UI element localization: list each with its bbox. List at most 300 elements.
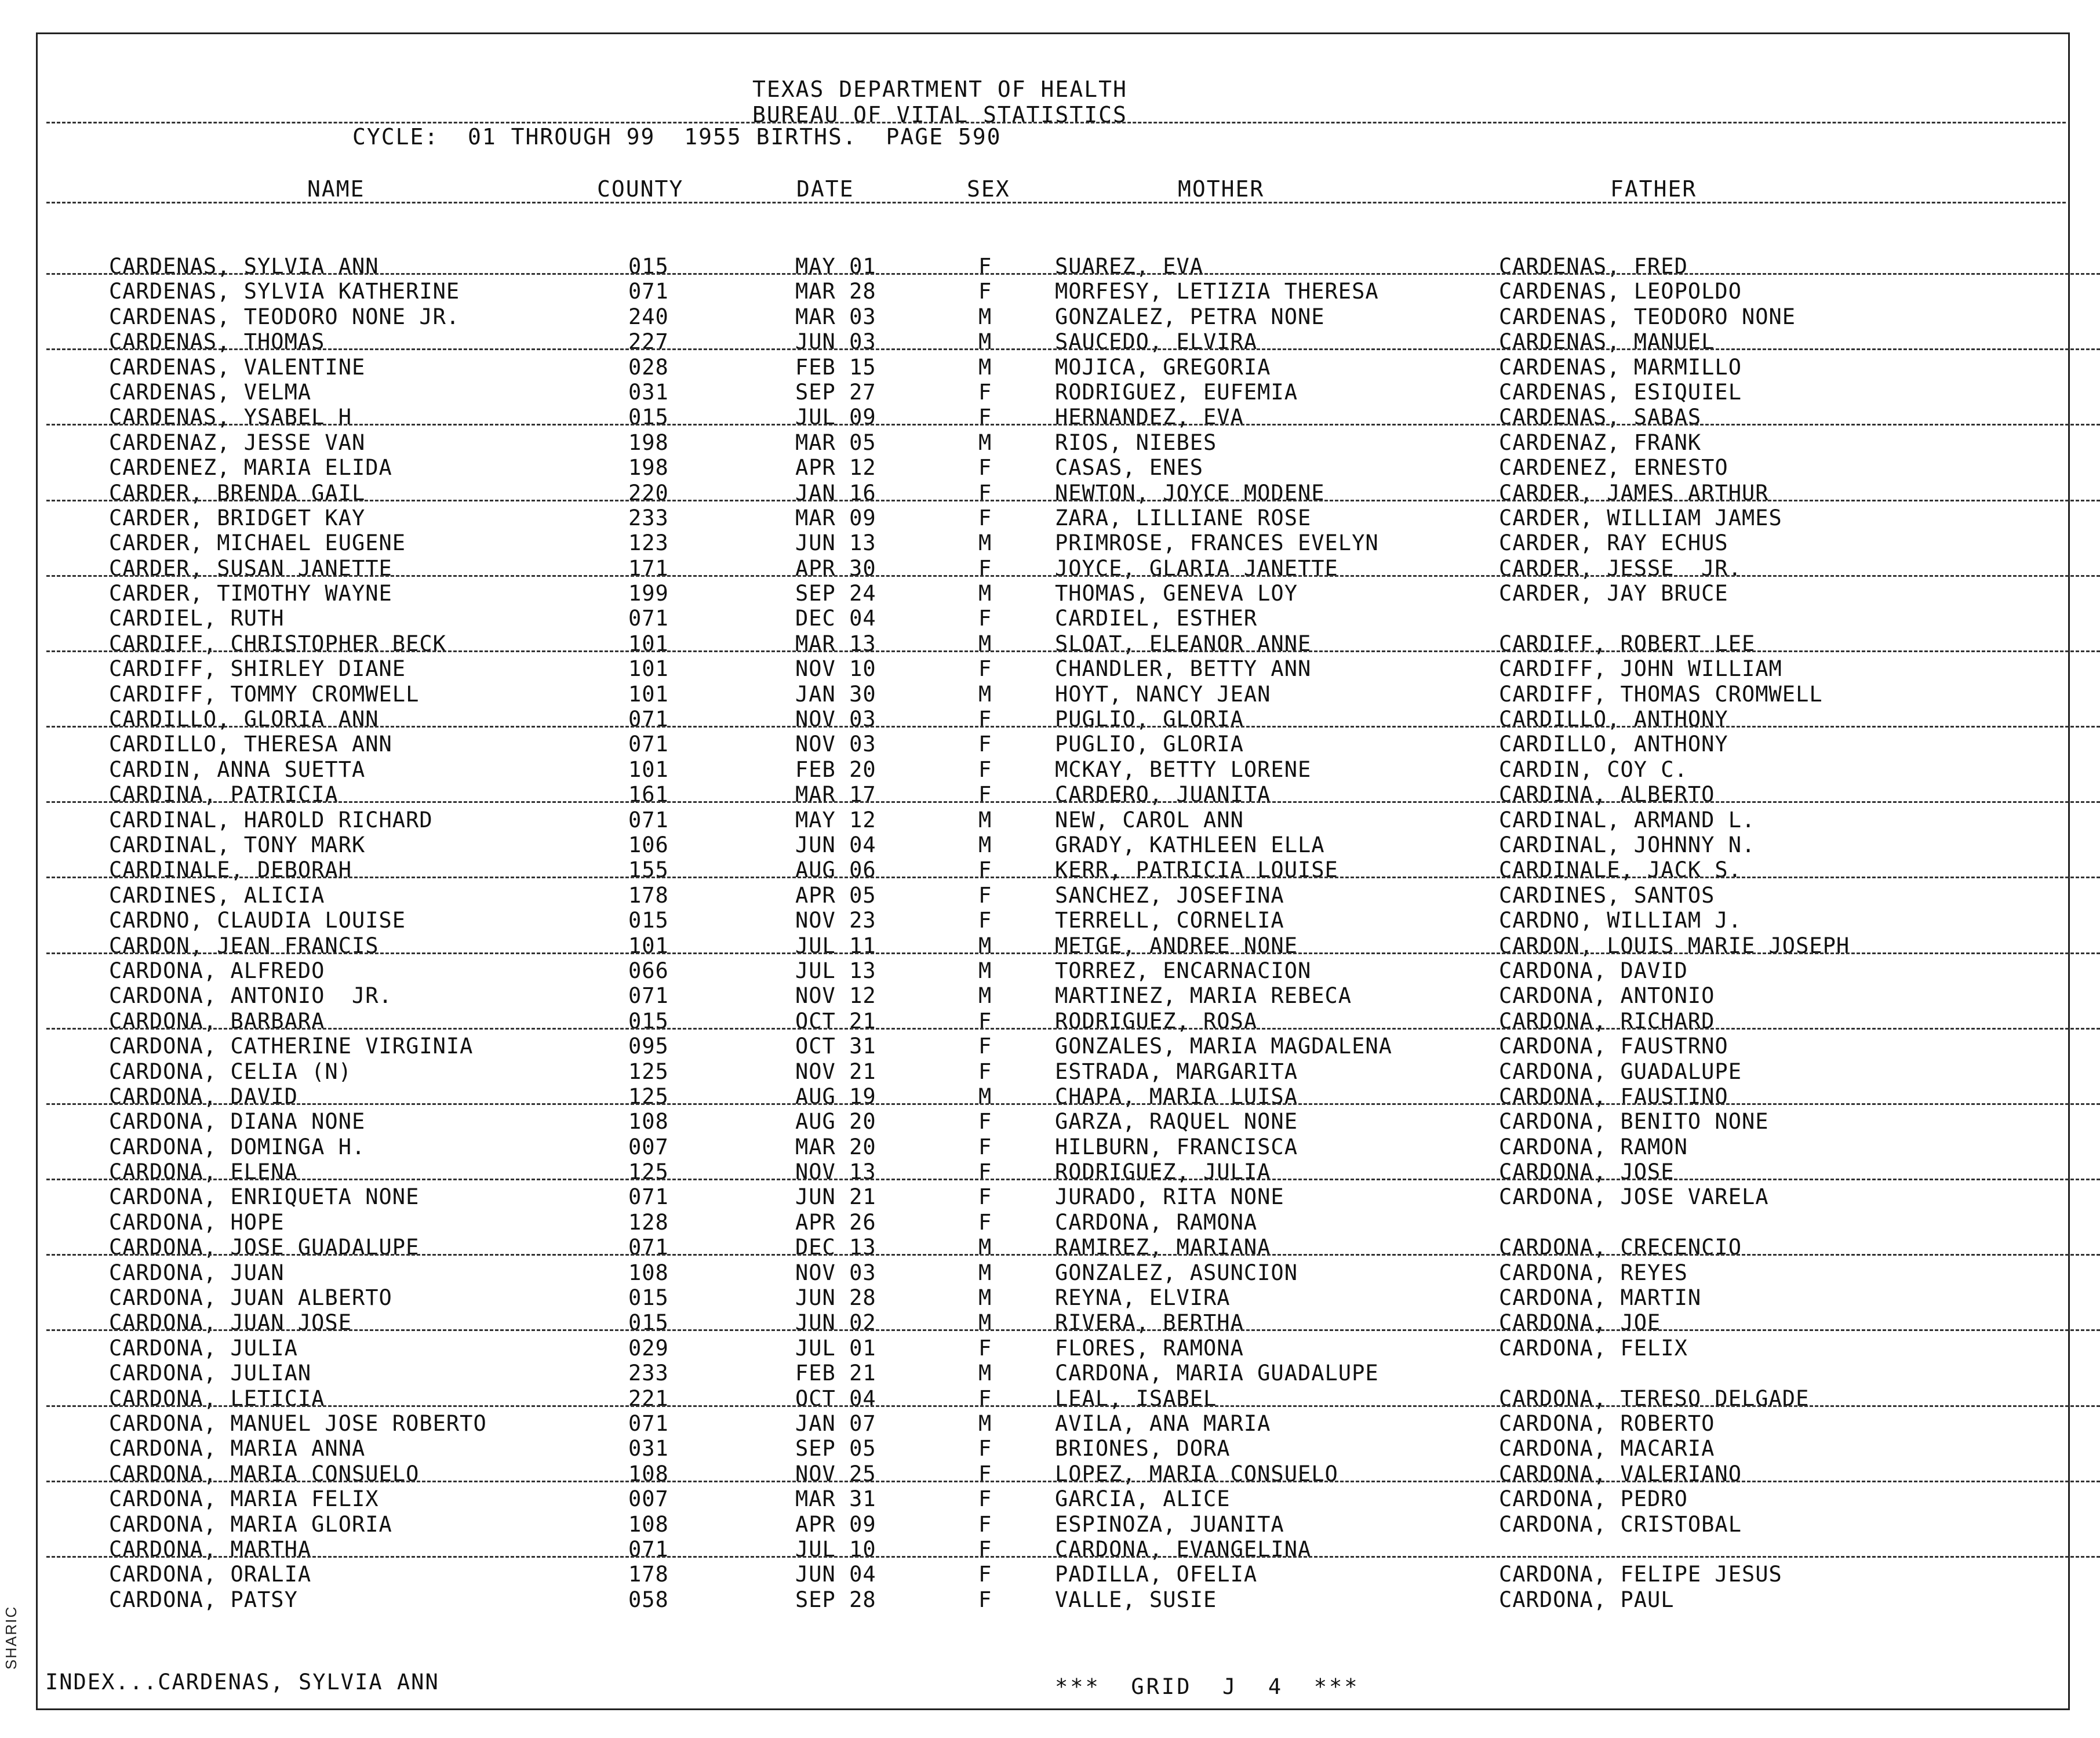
record-name: CARDENAS, VELMA	[109, 379, 312, 405]
record-sex: F	[978, 1486, 992, 1512]
record-sex: M	[978, 430, 992, 455]
record-row	[0, 656, 2100, 681]
record-date: JUL 11	[795, 933, 876, 958]
record-sex: F	[978, 279, 992, 304]
record-mother: THOMAS, GENEVA LOY	[1055, 581, 1298, 606]
record-sex: M	[978, 1083, 992, 1109]
record-date: AUG 20	[795, 1109, 876, 1135]
record-date: NOV 03	[795, 1260, 876, 1285]
index-footer: INDEX...CARDENAS, SYLVIA ANN	[45, 1670, 439, 1695]
record-name: CARDONA, MANUEL JOSE ROBERTO	[109, 1410, 487, 1436]
record-name: CARDENAS, SYLVIA ANN	[109, 254, 379, 279]
record-sex: F	[978, 606, 992, 631]
record-name: CARDER, BRENDA GAIL	[109, 480, 366, 506]
record-county: 071	[628, 606, 669, 631]
record-father: CARDONA, FELIPE JESUS	[1499, 1562, 1782, 1587]
record-mother: PRIMROSE, FRANCES EVELYN	[1055, 530, 1379, 556]
record-county: 071	[628, 1536, 669, 1562]
record-name: CARDENAS, THOMAS	[109, 329, 325, 355]
record-date: AUG 19	[795, 1083, 876, 1109]
record-county: 198	[628, 455, 669, 481]
record-date: FEB 20	[795, 757, 876, 782]
record-date: NOV 03	[795, 732, 876, 757]
record-row	[0, 1260, 2100, 1285]
record-row	[0, 405, 2100, 430]
record-sex: M	[978, 530, 992, 556]
record-county: 233	[628, 505, 669, 530]
record-row	[0, 355, 2100, 380]
record-father: CARDIFF, JOHN WILLIAM	[1499, 656, 1782, 682]
record-father: CARDONA, FAUSTRNO	[1499, 1034, 1728, 1059]
record-name: CARDENAS, YSABEL H	[109, 405, 352, 430]
record-mother: PUGLIO, GLORIA	[1055, 732, 1244, 757]
record-sex: F	[978, 1184, 992, 1210]
record-name: CARDONA, BARBARA	[109, 1008, 325, 1034]
record-date: APR 05	[795, 882, 876, 908]
record-father: CARDNO, WILLIAM J.	[1499, 908, 1742, 933]
record-sex: F	[978, 1536, 992, 1562]
record-father: CARDENAS, ESIQUIEL	[1499, 379, 1742, 405]
record-father: CARDER, JESSE JR.	[1499, 555, 1742, 581]
record-mother: ZARA, LILLIANE ROSE	[1055, 505, 1312, 530]
record-row	[0, 1562, 2100, 1587]
record-row	[0, 1486, 2100, 1511]
record-mother: GRADY, KATHLEEN ELLA	[1055, 832, 1325, 857]
record-county: 155	[628, 857, 669, 883]
record-mother: GARCIA, ALICE	[1055, 1486, 1231, 1512]
column-header-date: DATE	[796, 176, 854, 202]
record-row	[0, 682, 2100, 707]
record-father: CARDENAZ, FRANK	[1499, 430, 1702, 455]
record-county: 015	[628, 1008, 669, 1034]
record-county: 015	[628, 1310, 669, 1336]
record-sex: M	[978, 958, 992, 983]
record-county: 029	[628, 1335, 669, 1361]
record-mother: REYNA, ELVIRA	[1055, 1285, 1231, 1311]
record-father: CARDILLO, ANTHONY	[1499, 732, 1728, 757]
record-sex: M	[978, 933, 992, 958]
record-mother: SAUCEDO, ELVIRA	[1055, 329, 1258, 355]
record-row	[0, 958, 2100, 983]
record-mother: SUAREZ, EVA	[1055, 254, 1204, 279]
record-mother: PADILLA, OFELIA	[1055, 1562, 1258, 1587]
grid-footer: *** GRID J 4 ***	[1055, 1674, 1360, 1699]
record-county: 071	[628, 1410, 669, 1436]
record-row	[0, 530, 2100, 555]
record-name: CARDILLO, THERESA ANN	[109, 732, 392, 757]
record-date: SEP 27	[795, 379, 876, 405]
record-date: NOV 12	[795, 983, 876, 1009]
record-row	[0, 1109, 2100, 1134]
record-sex: F	[978, 1008, 992, 1034]
record-father: CARDER, JAMES ARTHUR	[1499, 480, 1769, 506]
record-date: JUL 10	[795, 1536, 876, 1562]
record-row	[0, 1285, 2100, 1310]
record-sex: M	[978, 681, 992, 707]
record-sex: F	[978, 254, 992, 279]
record-row	[0, 581, 2100, 606]
record-date: NOV 25	[795, 1461, 876, 1486]
record-row	[0, 1587, 2100, 1612]
record-father: CARDIFF, ROBERT LEE	[1499, 631, 1756, 656]
record-row	[0, 983, 2100, 1008]
record-county: 066	[628, 958, 669, 983]
record-mother: GARZA, RAQUEL NONE	[1055, 1109, 1298, 1135]
record-date: FEB 15	[795, 354, 876, 380]
record-sex: F	[978, 1436, 992, 1461]
record-sex: F	[978, 505, 992, 530]
record-date: JUL 01	[795, 1335, 876, 1361]
record-county: 101	[628, 631, 669, 656]
record-sex: M	[978, 631, 992, 656]
record-father: CARDONA, JOSE VARELA	[1499, 1184, 1769, 1210]
record-row	[0, 1411, 2100, 1436]
record-mother: RODRIGUEZ, ROSA	[1055, 1008, 1258, 1034]
record-date: JUN 04	[795, 832, 876, 857]
record-county: 125	[628, 1059, 669, 1084]
record-county: 125	[628, 1083, 669, 1109]
record-mother: JOYCE, GLARIA JANETTE	[1055, 555, 1338, 581]
record-date: OCT 04	[795, 1386, 876, 1411]
record-name: CARDONA, MARIA FELIX	[109, 1486, 379, 1512]
record-date: JUN 04	[795, 1562, 876, 1587]
record-name: CARDONA, HOPE	[109, 1209, 285, 1235]
record-date: MAR 20	[795, 1134, 876, 1159]
record-row	[0, 832, 2100, 857]
record-sex: F	[978, 732, 992, 757]
record-name: CARDENAS, SYLVIA KATHERINE	[109, 279, 460, 304]
record-name: CARDONA, JOSE GUADALUPE	[109, 1235, 420, 1260]
record-county: 007	[628, 1486, 669, 1512]
record-father: CARDONA, FELIX	[1499, 1335, 1688, 1361]
record-name: CARDINAL, HAROLD RICHARD	[109, 807, 433, 832]
record-sex: F	[978, 757, 992, 782]
record-father: CARDER, JAY BRUCE	[1499, 581, 1728, 606]
record-county: 240	[628, 304, 669, 329]
record-name: CARDONA, LETICIA	[109, 1386, 325, 1411]
record-name: CARDONA, MARIA CONSUELO	[109, 1461, 420, 1486]
record-sex: F	[978, 1134, 992, 1159]
record-father: CARDENAS, FRED	[1499, 254, 1688, 279]
record-father: CARDILLO, ANTHONY	[1499, 707, 1728, 732]
record-sex: M	[978, 1260, 992, 1285]
record-father: CARDONA, DAVID	[1499, 958, 1688, 983]
column-header-sex: SEX	[967, 176, 1010, 202]
record-father: CARDIN, COY C.	[1499, 757, 1688, 782]
record-row	[0, 1537, 2100, 1562]
record-county: 178	[628, 1562, 669, 1587]
record-mother: HOYT, NANCY JEAN	[1055, 681, 1271, 707]
record-mother: LOPEZ, MARIA CONSUELO	[1055, 1461, 1338, 1486]
record-sex: M	[978, 1361, 992, 1386]
record-father: CARDONA, CRECENCIO	[1499, 1235, 1742, 1260]
record-father: CARDINAL, JOHNNY N.	[1499, 832, 1756, 857]
record-name: CARDON, JEAN FRANCIS	[109, 933, 379, 958]
record-county: 101	[628, 656, 669, 682]
record-date: JAN 16	[795, 480, 876, 506]
record-father: CARDONA, REYES	[1499, 1260, 1688, 1285]
record-father: CARDONA, BENITO NONE	[1499, 1109, 1769, 1135]
record-mother: HERNANDEZ, EVA	[1055, 405, 1244, 430]
record-father: CARDONA, VALERIANO	[1499, 1461, 1742, 1486]
record-sex: M	[978, 329, 992, 355]
record-mother: RIOS, NIEBES	[1055, 430, 1217, 455]
record-date: MAR 03	[795, 304, 876, 329]
record-row	[0, 757, 2100, 782]
record-name: CARDINALE, DEBORAH	[109, 857, 352, 883]
record-sex: F	[978, 1562, 992, 1587]
column-header-name: NAME	[307, 176, 365, 202]
record-father: CARDINAL, ARMAND L.	[1499, 807, 1756, 832]
record-name: CARDONA, ELENA	[109, 1159, 298, 1185]
record-name: CARDONA, JUAN	[109, 1260, 285, 1285]
record-sex: F	[978, 1587, 992, 1612]
column-header-mother: MOTHER	[1178, 176, 1265, 202]
record-county: 031	[628, 1436, 669, 1461]
record-date: JAN 07	[795, 1410, 876, 1436]
record-name: CARDENAS, VALENTINE	[109, 354, 366, 380]
record-mother: RODRIGUEZ, JULIA	[1055, 1159, 1271, 1185]
record-name: CARDINA, PATRICIA	[109, 782, 339, 808]
record-row	[0, 1034, 2100, 1059]
record-sex: M	[978, 1410, 992, 1436]
record-mother: SANCHEZ, JOSEFINA	[1055, 882, 1284, 908]
column-header-rule	[46, 202, 2066, 203]
record-sex: M	[978, 983, 992, 1009]
record-sex: F	[978, 1386, 992, 1411]
record-county: 128	[628, 1209, 669, 1235]
record-row	[0, 1084, 2100, 1109]
record-row	[0, 556, 2100, 581]
bureau-title: BUREAU OF VITAL STATISTICS	[752, 102, 1127, 128]
record-mother: BRIONES, DORA	[1055, 1436, 1231, 1461]
record-row	[0, 329, 2100, 354]
record-row	[0, 1210, 2100, 1235]
record-father: CARDONA, MACARIA	[1499, 1436, 1715, 1461]
record-county: 108	[628, 1260, 669, 1285]
record-name: CARDER, BRIDGET KAY	[109, 505, 366, 530]
record-county: 015	[628, 405, 669, 430]
record-father: CARDER, RAY ECHUS	[1499, 530, 1728, 556]
record-name: CARDONA, ANTONIO JR.	[109, 983, 392, 1009]
record-mother: GONZALES, MARIA MAGDALENA	[1055, 1034, 1392, 1059]
agency-title: TEXAS DEPARTMENT OF HEALTH	[752, 77, 1127, 102]
cycle-line: CYCLE: 01 THROUGH 99 1955 BIRTHS. PAGE 590	[352, 124, 1002, 150]
record-father: CARDONA, CRISTOBAL	[1499, 1511, 1742, 1537]
record-mother: TERRELL, CORNELIA	[1055, 908, 1284, 933]
record-date: JUN 02	[795, 1310, 876, 1336]
record-row	[0, 908, 2100, 933]
record-name: CARDONA, DAVID	[109, 1083, 298, 1109]
record-county: 071	[628, 732, 669, 757]
record-name: CARDONA, ALFREDO	[109, 958, 325, 983]
record-father: CARDIFF, THOMAS CROMWELL	[1499, 681, 1823, 707]
record-county: 221	[628, 1386, 669, 1411]
record-county: 101	[628, 933, 669, 958]
record-county: 106	[628, 832, 669, 857]
record-row	[0, 883, 2100, 908]
record-mother: CARDIEL, ESTHER	[1055, 606, 1258, 631]
record-row	[0, 1235, 2100, 1260]
record-county: 108	[628, 1109, 669, 1135]
record-mother: CARDONA, MARIA GUADALUPE	[1055, 1361, 1379, 1386]
record-sex: F	[978, 1034, 992, 1059]
record-name: CARDENEZ, MARIA ELIDA	[109, 455, 392, 481]
record-name: CARDONA, MARIA ANNA	[109, 1436, 366, 1461]
record-county: 007	[628, 1134, 669, 1159]
record-sex: F	[978, 882, 992, 908]
record-name: CARDINAL, TONY MARK	[109, 832, 366, 857]
record-name: CARDONA, DIANA NONE	[109, 1109, 366, 1135]
record-date: MAY 12	[795, 807, 876, 832]
record-sex: F	[978, 555, 992, 581]
record-sex: F	[978, 656, 992, 682]
record-county: 161	[628, 782, 669, 808]
record-father: CARDONA, ROBERTO	[1499, 1410, 1715, 1436]
record-name: CARDENAZ, JESSE VAN	[109, 430, 366, 455]
record-date: NOV 21	[795, 1059, 876, 1084]
side-label: SHARIC	[2, 1605, 20, 1670]
record-date: JUN 21	[795, 1184, 876, 1210]
record-date: APR 09	[795, 1511, 876, 1537]
record-mother: RODRIGUEZ, EUFEMIA	[1055, 379, 1298, 405]
record-sex: M	[978, 304, 992, 329]
record-county: 220	[628, 480, 669, 506]
record-sex: F	[978, 1109, 992, 1135]
record-date: MAR 31	[795, 1486, 876, 1512]
record-mother: MORFESY, LETIZIA THERESA	[1055, 279, 1379, 304]
record-father: CARDENAS, SABAS	[1499, 405, 1702, 430]
record-sex: F	[978, 1461, 992, 1486]
record-row	[0, 481, 2100, 506]
record-sex: F	[978, 405, 992, 430]
record-date: NOV 13	[795, 1159, 876, 1185]
record-date: DEC 13	[795, 1235, 876, 1260]
record-county: 071	[628, 807, 669, 832]
record-name: CARDONA, JULIAN	[109, 1361, 312, 1386]
record-county: 101	[628, 681, 669, 707]
record-sex: M	[978, 354, 992, 380]
record-mother: RIVERA, BERTHA	[1055, 1310, 1244, 1336]
record-sex: M	[978, 581, 992, 606]
record-mother: CARDERO, JUANITA	[1055, 782, 1271, 808]
record-row	[0, 506, 2100, 530]
record-sex: F	[978, 782, 992, 808]
record-date: JUN 28	[795, 1285, 876, 1311]
record-father: CARDONA, JOSE	[1499, 1159, 1675, 1185]
record-mother: RAMIREZ, MARIANA	[1055, 1235, 1271, 1260]
record-county: 071	[628, 1235, 669, 1260]
record-list	[0, 254, 2100, 1612]
record-sex: F	[978, 707, 992, 732]
record-sex: M	[978, 1310, 992, 1336]
record-father: CARDONA, RAMON	[1499, 1134, 1688, 1159]
record-name: CARDONA, MARTHA	[109, 1536, 312, 1562]
record-sex: F	[978, 857, 992, 883]
record-date: DEC 04	[795, 606, 876, 631]
record-name: CARDER, SUSAN JANETTE	[109, 555, 392, 581]
record-row	[0, 1135, 2100, 1159]
record-county: 171	[628, 555, 669, 581]
record-county: 071	[628, 983, 669, 1009]
record-row	[0, 1512, 2100, 1537]
record-date: APR 12	[795, 455, 876, 481]
record-mother: NEWTON, JOYCE MODENE	[1055, 480, 1325, 506]
record-date: APR 30	[795, 555, 876, 581]
record-row	[0, 933, 2100, 958]
record-father: CARDONA, JOE	[1499, 1310, 1661, 1336]
record-county: 071	[628, 707, 669, 732]
record-county: 095	[628, 1034, 669, 1059]
record-mother: FLORES, RAMONA	[1055, 1335, 1244, 1361]
record-father: CARDENAS, TEODORO NONE	[1499, 304, 1796, 329]
record-date: MAR 13	[795, 631, 876, 656]
record-father: CARDENAS, MANUEL	[1499, 329, 1715, 355]
column-header-county: COUNTY	[597, 176, 684, 202]
record-mother: CHAPA, MARIA LUISA	[1055, 1083, 1298, 1109]
record-name: CARDONA, PATSY	[109, 1587, 298, 1612]
record-mother: CHANDLER, BETTY ANN	[1055, 656, 1312, 682]
record-name: CARDIFF, SHIRLEY DIANE	[109, 656, 406, 682]
column-header-father: FATHER	[1610, 176, 1697, 202]
record-mother: MOJICA, GREGORIA	[1055, 354, 1271, 380]
record-row	[0, 1461, 2100, 1486]
record-name: CARDIEL, RUTH	[109, 606, 285, 631]
record-row	[0, 1336, 2100, 1361]
record-date: AUG 06	[795, 857, 876, 883]
record-date: OCT 31	[795, 1034, 876, 1059]
record-name: CARDONA, JUAN ALBERTO	[109, 1285, 392, 1311]
record-name: CARDIFF, CHRISTOPHER BECK	[109, 631, 446, 656]
record-sex: F	[978, 1511, 992, 1537]
record-date: NOV 23	[795, 908, 876, 933]
record-sex: F	[978, 908, 992, 933]
record-row	[0, 430, 2100, 455]
record-row	[0, 707, 2100, 732]
record-row	[0, 857, 2100, 882]
record-sex: F	[978, 379, 992, 405]
record-sex: F	[978, 1335, 992, 1361]
record-father: CARDENAS, MARMILLO	[1499, 354, 1742, 380]
record-sex: M	[978, 1285, 992, 1311]
record-county: 125	[628, 1159, 669, 1185]
record-mother: METGE, ANDREE NONE	[1055, 933, 1298, 958]
record-row	[0, 1184, 2100, 1209]
record-county: 015	[628, 1285, 669, 1311]
record-father: CARDONA, RICHARD	[1499, 1008, 1715, 1034]
record-sex: F	[978, 1159, 992, 1185]
record-name: CARDINES, ALICIA	[109, 882, 325, 908]
record-name: CARDNO, CLAUDIA LOUISE	[109, 908, 406, 933]
record-mother: TORREZ, ENCARNACION	[1055, 958, 1312, 983]
record-name: CARDONA, JUAN JOSE	[109, 1310, 352, 1336]
record-father: CARDONA, PAUL	[1499, 1587, 1675, 1612]
record-date: MAR 05	[795, 430, 876, 455]
record-county: 028	[628, 354, 669, 380]
record-county: 198	[628, 430, 669, 455]
record-father: CARDINES, SANTOS	[1499, 882, 1715, 908]
record-county: 227	[628, 329, 669, 355]
record-date: SEP 24	[795, 581, 876, 606]
record-mother: GONZALEZ, PETRA NONE	[1055, 304, 1325, 329]
record-row	[0, 1159, 2100, 1184]
record-date: JUL 13	[795, 958, 876, 983]
record-name: CARDONA, ENRIQUETA NONE	[109, 1184, 420, 1210]
record-row	[0, 1386, 2100, 1411]
record-row	[0, 1436, 2100, 1461]
record-county: 108	[628, 1461, 669, 1486]
record-date: JUL 09	[795, 405, 876, 430]
